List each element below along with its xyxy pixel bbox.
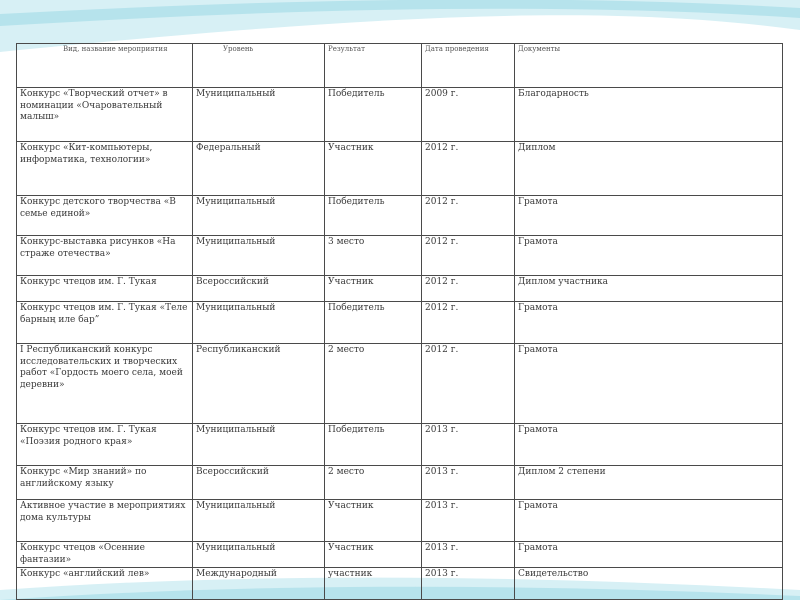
cell-documents: Грамота [515, 302, 783, 344]
table-row [17, 424, 783, 466]
cell-name: Конкурс «Мир знаний» по английскому языку [17, 466, 193, 500]
cell-date: 2012 г. [422, 142, 515, 196]
cell-name: Конкурс чтецов «Осенние фантазии» [17, 542, 193, 568]
cell-result: Участник [325, 500, 422, 542]
cell-documents: Диплом участника [515, 276, 783, 302]
table-row [17, 344, 783, 424]
table-row [17, 302, 783, 344]
table-row [17, 466, 783, 500]
cell-result: 2 место [325, 344, 422, 424]
table-row [17, 568, 783, 600]
cell-documents: Грамота [515, 236, 783, 276]
cell-name: Конкурс чтецов им. Г. Тукая «Поэзия родного края» [17, 424, 193, 466]
cell-documents: Диплом 2 степени [515, 466, 783, 500]
cell-documents: Грамота [515, 424, 783, 466]
cell-name: Конкурс чтецов им. Г. Тукая [17, 276, 193, 302]
cell-result: 2 место [325, 466, 422, 500]
cell-date: 2013 г. [422, 466, 515, 500]
cell-result: участник [325, 568, 422, 600]
cell-name: Конкурс «Творческий отчет» в номинации «Очаровательный малыш» [17, 88, 193, 142]
cell-documents: Свидетельство [515, 568, 783, 600]
header-result: Результат [325, 44, 422, 88]
cell-result: Победитель [325, 302, 422, 344]
cell-level: Муниципальный [193, 424, 325, 466]
table-row [17, 236, 783, 276]
cell-result: Победитель [325, 424, 422, 466]
cell-level: Международный [193, 568, 325, 600]
cell-result: Участник [325, 142, 422, 196]
cell-name: Конкурс «Кит-компьютеры, информатика, технологии» [17, 142, 193, 196]
cell-result: Участник [325, 542, 422, 568]
cell-documents: Грамота [515, 344, 783, 424]
table-header-row [17, 44, 783, 88]
cell-date: 2012 г. [422, 344, 515, 424]
cell-date: 2012 г. [422, 276, 515, 302]
cell-level: Муниципальный [193, 196, 325, 236]
table-row [17, 542, 783, 568]
cell-documents: Благодарность [515, 88, 783, 142]
cell-name: I Республиканский конкурс исследовательских и творческих работ «Гордость моего села, моей деревни» [17, 344, 193, 424]
cell-name: Активное участие в мероприятиях дома культуры [17, 500, 193, 542]
cell-date: 2013 г. [422, 568, 515, 600]
cell-documents: Грамота [515, 500, 783, 542]
cell-date: 2012 г. [422, 236, 515, 276]
cell-level: Муниципальный [193, 302, 325, 344]
cell-date: 2013 г. [422, 424, 515, 466]
cell-documents: Грамота [515, 196, 783, 236]
cell-level: Всероссийский [193, 466, 325, 500]
cell-level: Муниципальный [193, 236, 325, 276]
table-row [17, 196, 783, 236]
header-level: Уровень [193, 44, 325, 88]
cell-date: 2009 г. [422, 88, 515, 142]
table-row [17, 142, 783, 196]
cell-date: 2013 г. [422, 500, 515, 542]
cell-date: 2012 г. [422, 302, 515, 344]
header-documents: Документы [515, 44, 783, 88]
cell-documents: Диплом [515, 142, 783, 196]
cell-level: Республиканский [193, 344, 325, 424]
cell-name: Конкурс чтецов им. Г. Тукая «Теле барның иле бар” [17, 302, 193, 344]
cell-name: Конкурс-выставка рисунков «На страже отечества» [17, 236, 193, 276]
cell-result: 3 место [325, 236, 422, 276]
cell-result: Участник [325, 276, 422, 302]
cell-name: Конкурс детского творчества «В семье единой» [17, 196, 193, 236]
header-date: Дата проведения [422, 44, 515, 88]
achievements-table [16, 43, 783, 600]
table-row [17, 500, 783, 542]
cell-level: Муниципальный [193, 542, 325, 568]
cell-level: Муниципальный [193, 88, 325, 142]
cell-result: Победитель [325, 88, 422, 142]
cell-result: Победитель [325, 196, 422, 236]
cell-level: Всероссийский [193, 276, 325, 302]
cell-documents: Грамота [515, 542, 783, 568]
table-row [17, 276, 783, 302]
cell-level: Федеральный [193, 142, 325, 196]
cell-level: Муниципальный [193, 500, 325, 542]
header-name: Вид, название мероприятия [17, 44, 193, 88]
table-row [17, 88, 783, 142]
cell-date: 2013 г. [422, 542, 515, 568]
cell-date: 2012 г. [422, 196, 515, 236]
cell-name: Конкурс «английский лев» [17, 568, 193, 600]
